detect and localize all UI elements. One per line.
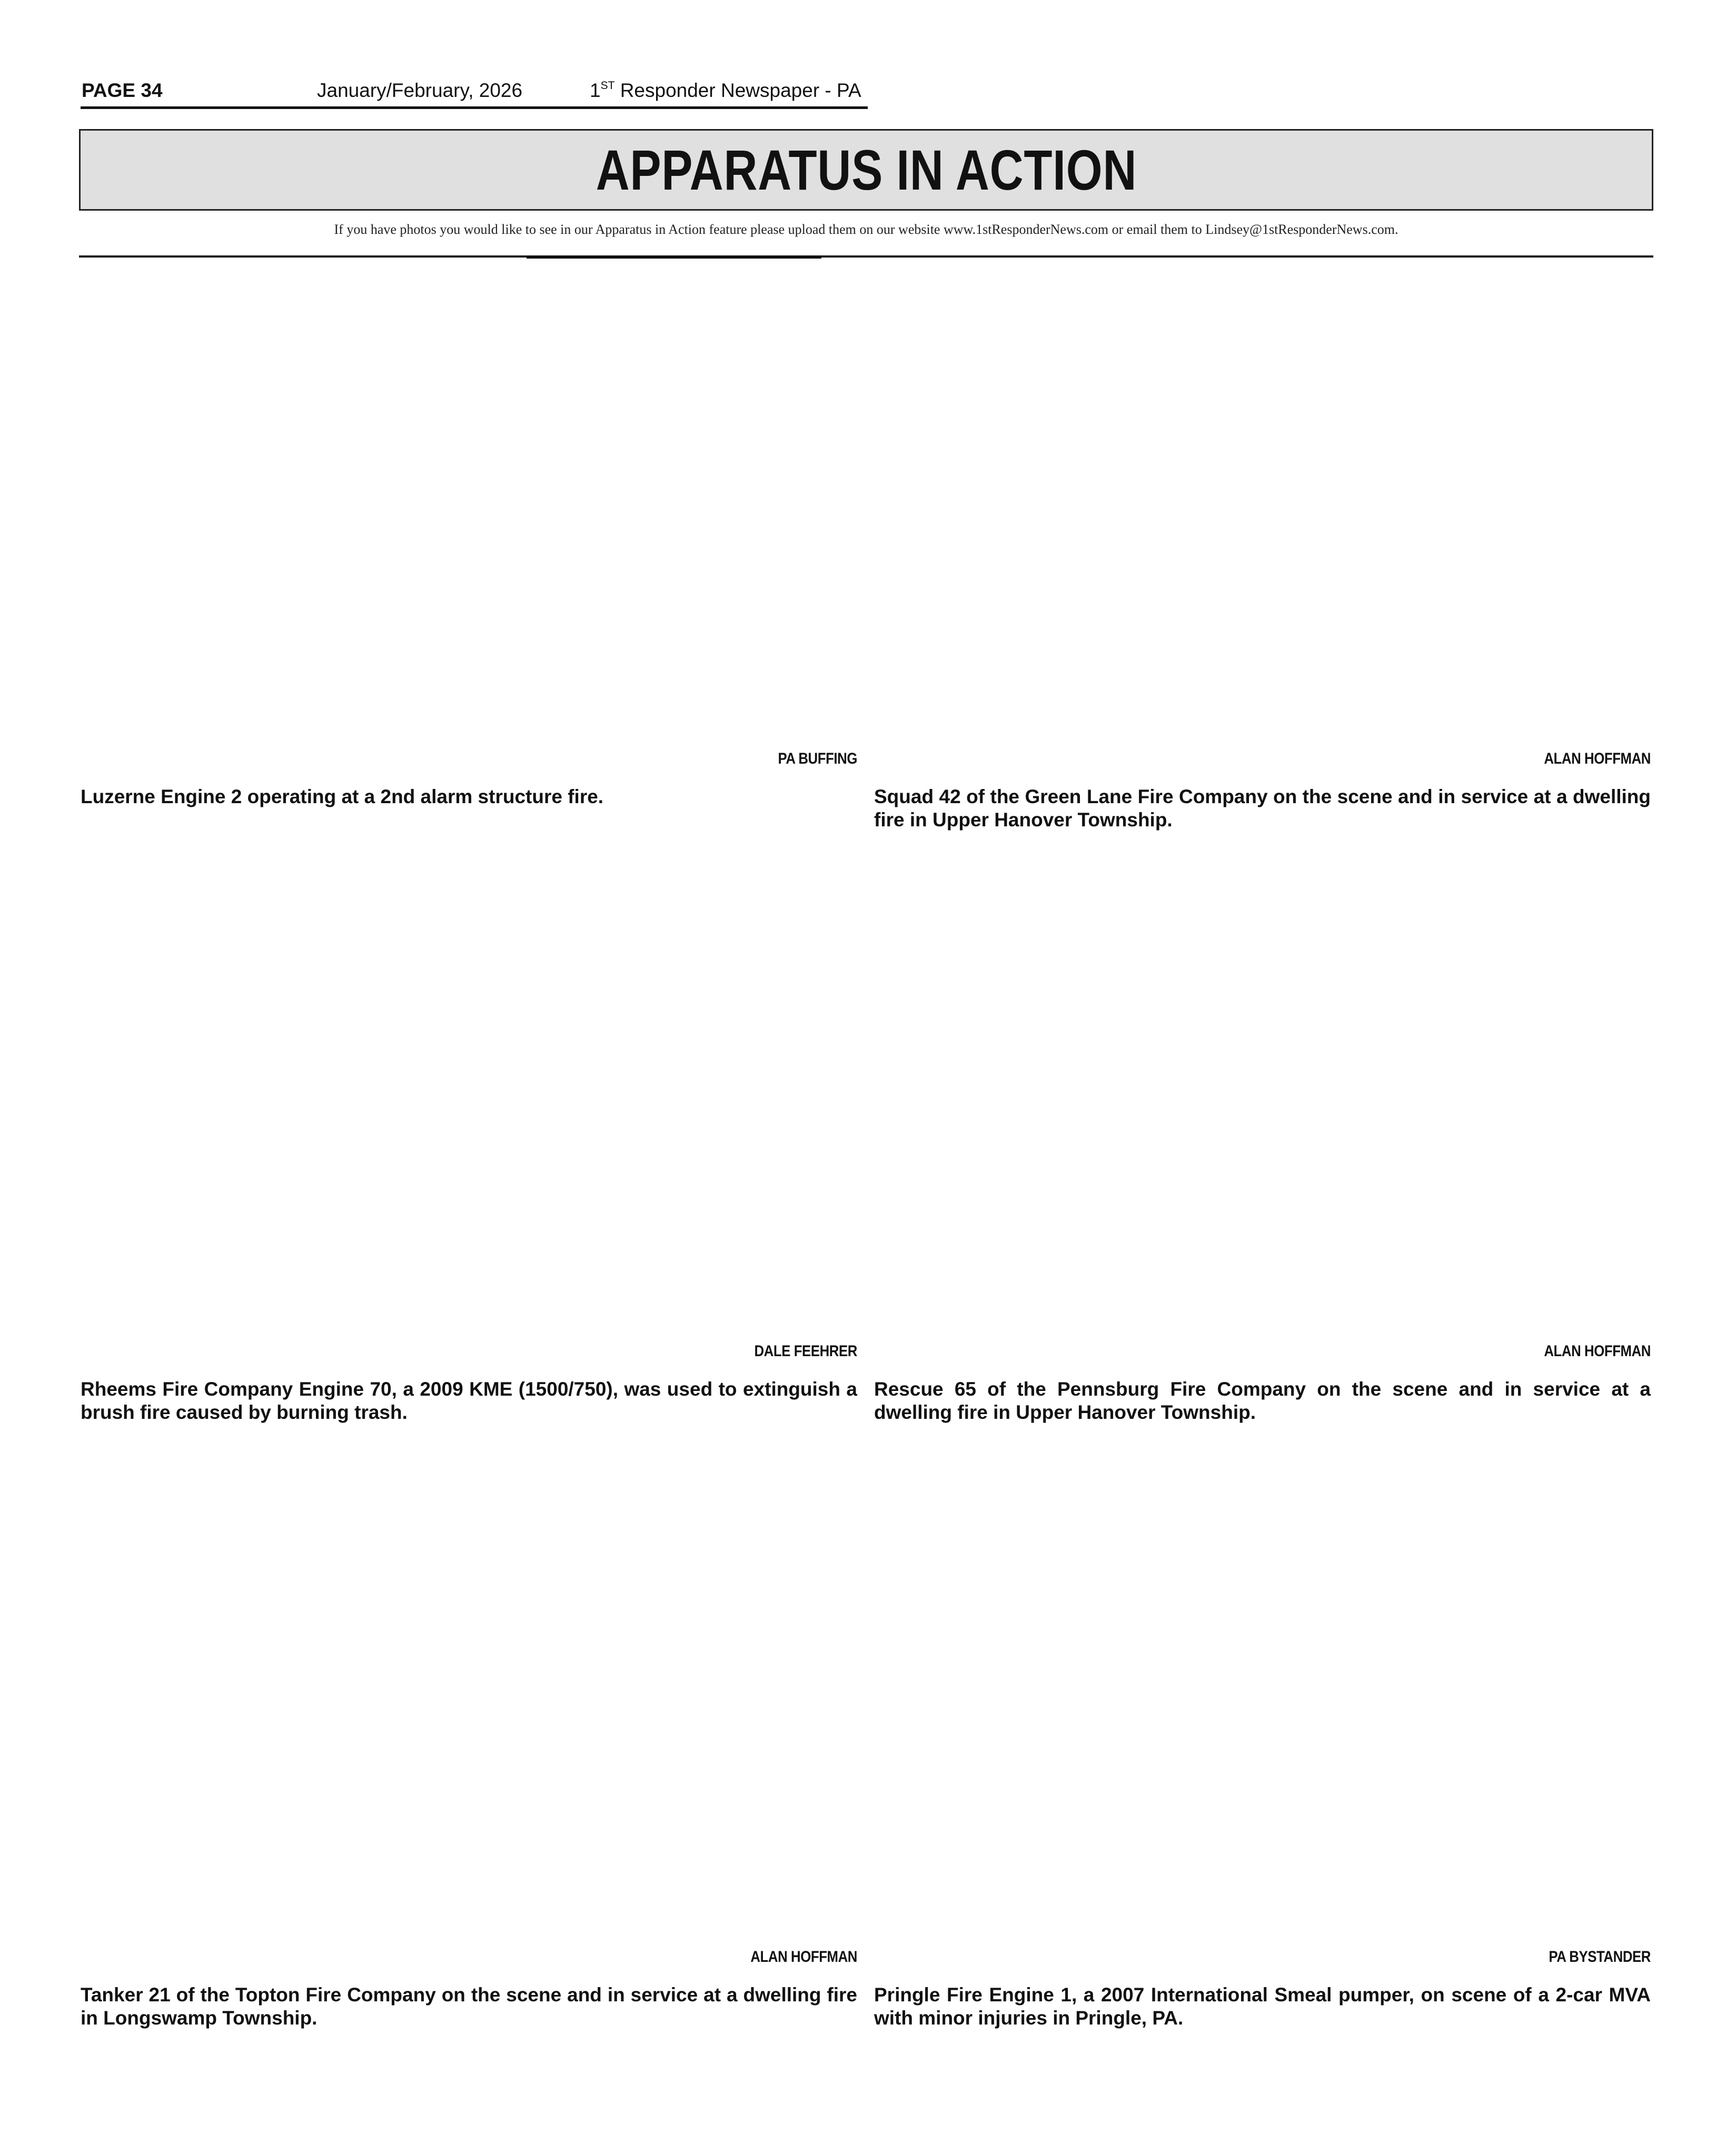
section-rule [79,255,1653,258]
photo-credit-6: PA BYSTANDER [1549,1948,1651,1966]
photo-credit-1: PA BUFFING [778,750,857,767]
photo-6 [874,1448,1651,1938]
photo-4 [874,848,1651,1332]
photo-credit-2: ALAN HOFFMAN [1544,750,1651,767]
section-banner [79,129,1653,211]
folio-rule [81,106,868,109]
submission-note: If you have photos you would like to see in our Apparatus in Action feature please upload them on our website www.1stResponderNews.com or email them to Lindsey@1stResponderNews.com. [334,222,1398,237]
newspaper-name-prefix: 1 [590,80,601,101]
photo-caption-3: Rheems Fire Company Engine 70, a 2009 KME (1500/750), was used to extinguish a brush fire caused by burning trash. [81,1378,857,1423]
photo-5 [81,1448,857,1938]
photo-caption-5: Tanker 21 of the Topton Fire Company on the scene and in service at a dwelling fire in Longswamp Township. [81,1984,857,2029]
page-number: PAGE 34 [82,80,163,101]
photo-caption-1: Luzerne Engine 2 operating at a 2nd alarm structure fire. [81,786,604,807]
photo-1 [81,266,857,740]
photo-caption-6: Pringle Fire Engine 1, a 2007 International Smeal pumper, on scene of a 2-car MVA with minor injuries in Pringle, PA. [874,1984,1651,2029]
newspaper-name-rest: Responder Newspaper - PA [614,80,861,101]
issue-date: January/February, 2026 [317,80,523,101]
photo-caption-2: Squad 42 of the Green Lane Fire Company on the scene and in service at a dwelling fire in Upper Hanover Township. [874,786,1651,831]
section-title: APPARATUS IN ACTION [596,138,1137,202]
photo-credit-4: ALAN HOFFMAN [1544,1342,1651,1360]
newspaper-name [590,79,861,102]
section-rule-accent [527,256,821,259]
photo-credit-3: DALE FEEHRER [754,1342,857,1360]
photo-caption-4: Rescue 65 of the Pennsburg Fire Company on the scene and in service at a dwelling fire in Upper Hanover Township. [874,1378,1651,1423]
photo-3 [81,848,857,1332]
newspaper-name-superscript: ST [600,80,615,92]
photo-credit-5: ALAN HOFFMAN [750,1948,857,1966]
photo-2 [874,266,1651,740]
